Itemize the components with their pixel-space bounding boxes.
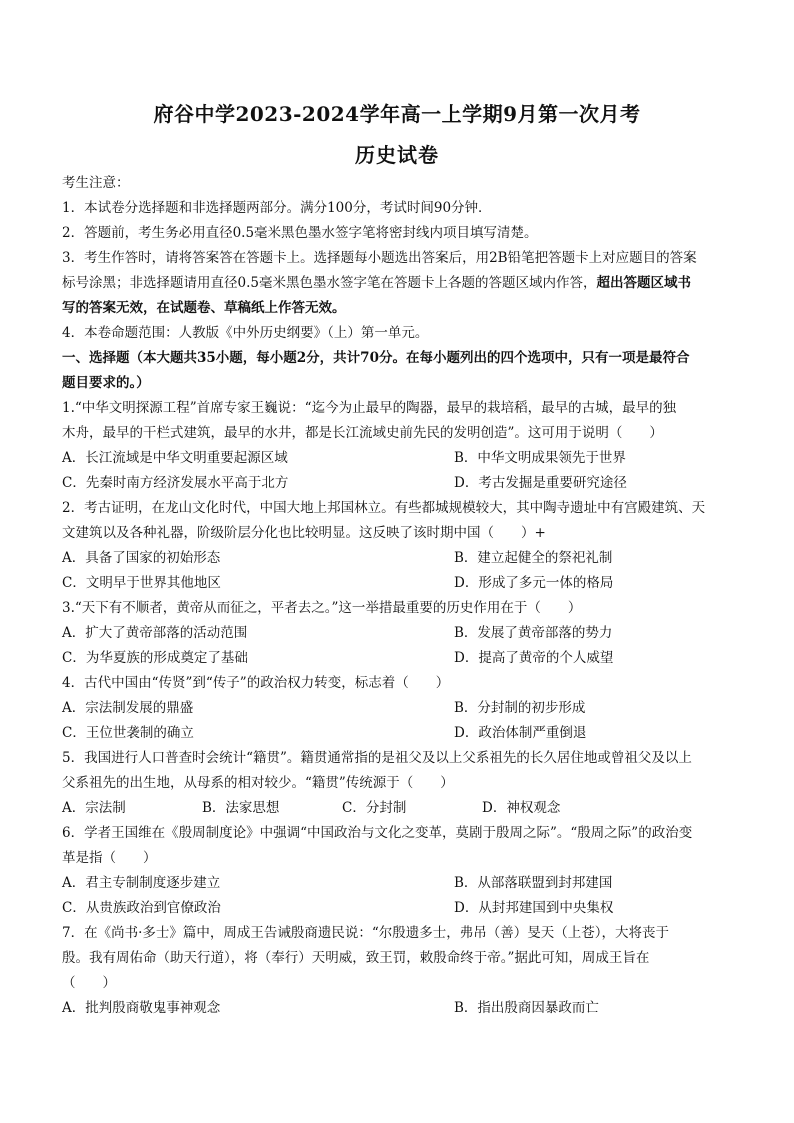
exam-title: 府谷中学2023-2024学年高一上学期9月第一次月考 (153, 102, 641, 126)
q4-option-c: C．王位世袭制的确立 (62, 725, 194, 741)
q2-option-b: B．建立起健全的祭祀礼制 (454, 550, 613, 566)
exam-subtitle: 历史试卷 (355, 143, 439, 167)
q4-option-b: B．分封制的初步形成 (454, 700, 586, 716)
q3-option-a: A．扩大了黄帝部落的活动范围 (62, 625, 248, 641)
notice-item-3-line-2: 标号涂黑；非选择题请用直径0.5毫米黑色墨水签字笔在答题卡上各题的答题区域内作答，超出答题区域书 (62, 275, 691, 291)
q3-stem-line-1: 3.“天下有不顺者，黄帝从而征之，平者去之。”这一举措最重要的历史作用在于（ ） (62, 600, 582, 616)
q1-option-c: C．先秦时南方经济发展水平高于北方 (62, 475, 289, 491)
q4-option-a: A．宗法制发展的鼎盛 (62, 700, 194, 716)
q6-option-c: C．从贵族政治到官僚政治 (62, 900, 221, 916)
q4-stem-line-1: 4．古代中国由“传贤”到“传子”的政治权力转变，标志着（ ） (62, 675, 450, 691)
q2-option-d: D．形成了多元一体的格局 (454, 575, 614, 591)
q3-option-b: B．发展了黄帝部落的势力 (454, 625, 613, 641)
q4-option-d: D．政治体制严重倒退 (454, 725, 587, 741)
notice-item-1: 1．本试卷分选择题和非选择题两部分。满分100分，考试时间90分钟． (62, 200, 492, 216)
q2-option-a: A．具备了国家的初始形态 (62, 550, 221, 566)
q1-option-b: B．中华文明成果领先于世界 (454, 450, 626, 466)
q1-option-d: D．考古发掘是重要研究途径 (454, 475, 627, 491)
notice-item-4: 4．本卷命题范围：人教版《中外历史纲要》（上）第一单元。 (62, 325, 429, 341)
notice-heading: 考生注意： (62, 175, 130, 191)
q6-stem-line-1: 6．学者王国维在《殷周制度论》中强调“中国政治与文化之变革，莫剧于殷周之际”。“殷周之际”的政治变 (62, 825, 693, 841)
q1-stem-line-2: 木舟，最早的干栏式建筑，最早的水井，都是长江流域史前先民的发明创造”。这可用于说明（ ） (62, 425, 663, 441)
q3-option-c: C．为华夏族的形成奠定了基础 (62, 650, 248, 666)
q7-option-b: B．指出殷商因暴政而亡 (454, 1000, 599, 1016)
notice-item-3-line-3: 写的答案无效，在试题卷、草稿纸上作答无效。 (62, 300, 346, 316)
q2-stem-line-2: 文建筑以及各种礼器，阶级阶层分化也比较明显。这反映了该时期中国（ ）+ (62, 525, 546, 541)
q2-option-c: C．文明早于世界其他地区 (62, 575, 221, 591)
q7-option-a: A．批判殷商敬鬼事神观念 (62, 1000, 221, 1016)
q6-option-b: B．从部落联盟到封邦建国 (454, 875, 613, 891)
q6-stem-line-2: 革是指（ ） (62, 850, 157, 866)
q6-option-a: A．君主专制制度逐步建立 (62, 875, 221, 891)
q6-option-d: D．从封邦建国到中央集权 (454, 900, 614, 916)
q5-option-d: D．神权观念 (482, 800, 561, 816)
q5-option-a: A．宗法制 (62, 800, 126, 816)
q7-stem-line-1: 7．在《尚书·多士》篇中，周成王告诫殷商遗民说：“尔殷遗多士，弗吊（善）旻天（上苍），大将丧于 (62, 925, 670, 941)
q5-option-c: C．分封制 (342, 800, 407, 816)
notice-item-3-line-1: 3．考生作答时，请将答案答在答题卡上。选择题每小题选出答案后，用2B铅笔把答题卡上对应题目的答案 (62, 250, 697, 266)
q7-stem-line-3: （ ） (62, 975, 116, 991)
q7-stem-line-2: 殷。我有周佑命（助天行道），将（奉行）天明威，致王罚，敕殷命终于帝。”据此可知，周成王旨在 (62, 950, 650, 966)
q5-option-b: B．法家思想 (202, 800, 280, 816)
section-heading-line-1: 一、选择题（本大题共35小题，每小题2分，共计70分。在每小题列出的四个选项中，只有一项是最符合 (62, 350, 690, 366)
q5-stem-line-2: 父系祖先的出生地，从母系的相对较少。“籍贯”传统源于（ ） (62, 775, 454, 791)
section-heading-line-2: 题目要求的。） (62, 375, 150, 391)
notice-item-2: 2．答题前，考生务必用直径0.5毫米黑色墨水签字笔将密封线内项目填写清楚。 (62, 225, 538, 241)
q5-stem-line-1: 5．我国进行人口普查时会统计“籍贯”。籍贯通常指的是祖父及以上父系祖先的长久居住地或曾祖父及以上 (62, 750, 692, 766)
q1-option-a: A．长江流域是中华文明重要起源区域 (62, 450, 288, 466)
q3-option-d: D．提高了黄帝的个人威望 (454, 650, 614, 666)
q2-stem-line-1: 2．考古证明，在龙山文化时代，中国大地上邦国林立。有些都城规模较大，其中陶寺遗址中有宫殿建筑、天 (62, 500, 706, 516)
q1-stem-line-1: 1.“中华文明探源工程”首席专家王巍说：“迄今为止最早的陶器，最早的栽培稻，最早的古城，最早的独 (62, 400, 677, 416)
